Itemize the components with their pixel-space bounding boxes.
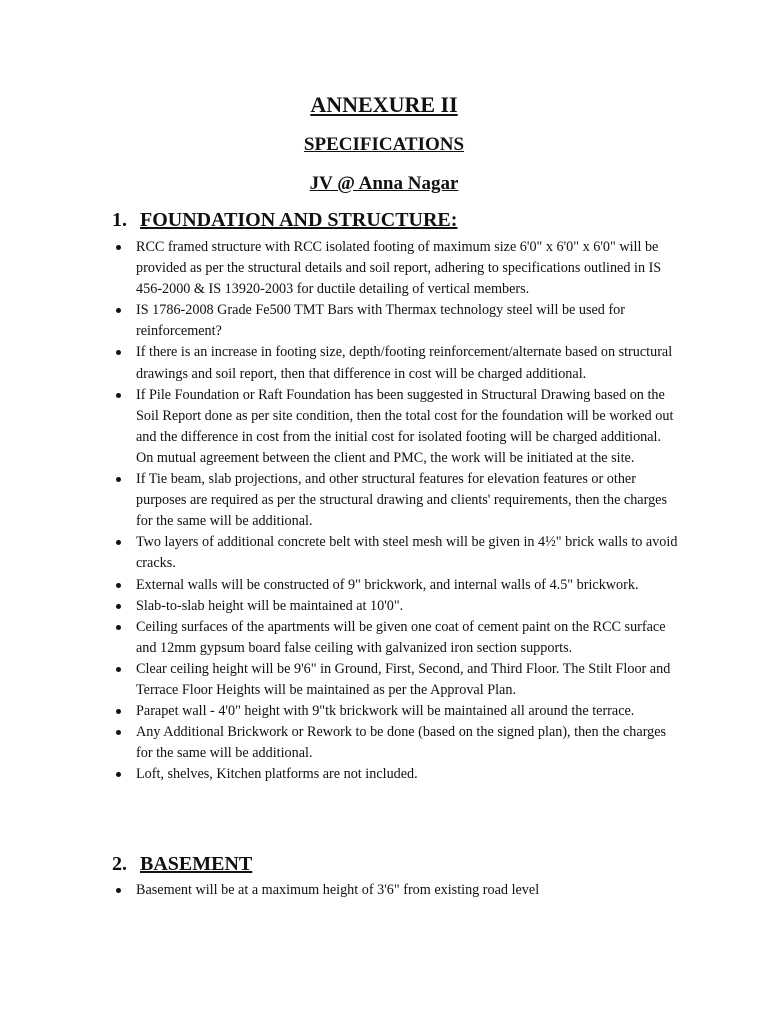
section-heading-basement <box>112 853 252 876</box>
list-item: Parapet wall - 4'0" height with 9"tk brickwork will be maintained all around the terrace. <box>0 701 768 722</box>
section-heading-foundation <box>112 209 457 232</box>
specifications-heading: SPECIFICATIONS <box>303 134 465 155</box>
project-heading: JV @ Anna Nagar <box>309 173 459 194</box>
list-item: Slab-to-slab height will be maintained at 10'0". <box>0 596 768 617</box>
list-item: If Tie beam, slab projections, and other structural features for elevation features or other purposes are required as per the structural drawing and clients' requirements, then the charges for the same will be additional. <box>0 469 768 532</box>
list-item: If Pile Foundation or Raft Foundation has been suggested in Structural Drawing based on the Soil Report done as per site condition, then the total cost for the foundation will be worked out and the difference in cost from the initial cost for isolated footing will be charged additional. On mutual agreement between the client and PMC, the work will be initiated at the site. <box>0 385 768 469</box>
list-item: IS 1786-2008 Grade Fe500 TMT Bars with Thermax technology steel will be used for reinforcement? <box>0 300 768 342</box>
list-item: Ceiling surfaces of the apartments will be given one coat of cement paint on the RCC surface and 12mm gypsum board false ceiling with galvanized iron section supports. <box>0 617 768 659</box>
section-number: 2. <box>112 853 127 875</box>
annexure-heading: ANNEXURE II <box>310 92 458 117</box>
list-item: Loft, shelves, Kitchen platforms are not included. <box>0 764 768 785</box>
list-item: If there is an increase in footing size, depth/footing reinforcement/alternate based on structural drawings and soil report, then that difference in cost will be charged additional. <box>0 342 768 384</box>
basement-bullet-list <box>0 880 768 901</box>
foundation-bullet-list <box>0 237 768 785</box>
section-title: FOUNDATION AND STRUCTURE: <box>140 209 458 231</box>
list-item: External walls will be constructed of 9" brickwork, and internal walls of 4.5" brickwork. <box>0 575 768 596</box>
section-title: BASEMENT <box>140 853 253 875</box>
list-item: RCC framed structure with RCC isolated footing of maximum size 6'0" x 6'0" x 6'0" will be provided as per the structural details and soil report, adhering to specifications outlined in IS 456-2000 & IS 13920-2003 for ductile detailing of vertical members. <box>0 237 768 300</box>
section-number: 1. <box>112 209 127 231</box>
list-item: Clear ceiling height will be 9'6" in Ground, First, Second, and Third Floor. The Stilt Floor and Terrace Floor Heights will be maintained as per the Approval Plan. <box>0 659 768 701</box>
list-item: Basement will be at a maximum height of 3'6" from existing road level <box>0 880 768 901</box>
list-item: Two layers of additional concrete belt with steel mesh will be given in 4½" brick walls to avoid cracks. <box>0 532 768 574</box>
list-item: Any Additional Brickwork or Rework to be done (based on the signed plan), then the charges for the same will be additional. <box>0 722 768 764</box>
